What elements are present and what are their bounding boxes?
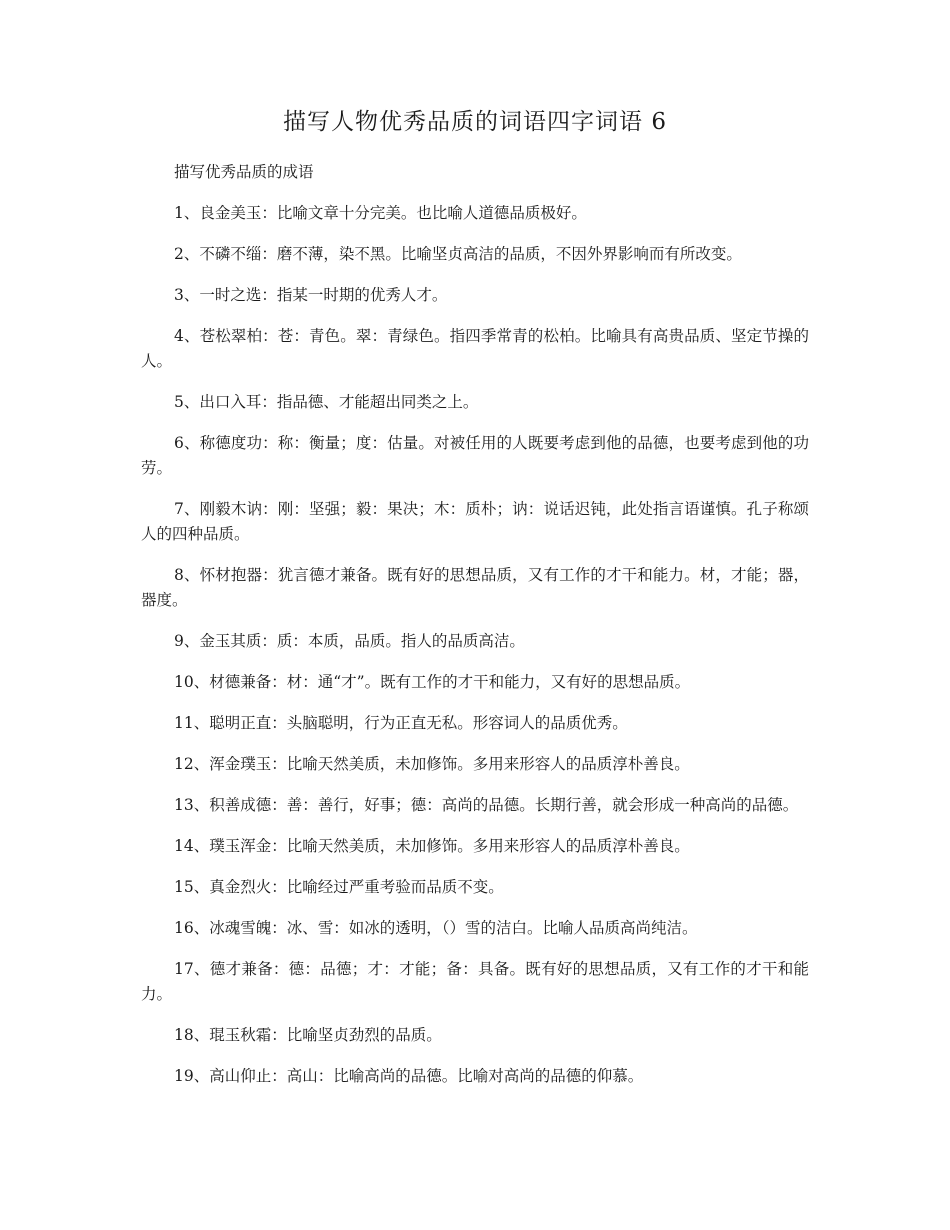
- entry-16: 16、冰魂雪魄：冰、雪：如冰的透明，（）雪的洁白。比喻人品质高尚纯洁。: [174, 919, 698, 937]
- entry-12: 12、浑金璞玉：比喻天然美质，未加修饰。多用来形容人的品质淳朴善良。: [174, 755, 690, 773]
- entry-14: 14、璞玉浑金：比喻天然美质，未加修饰。多用来形容人的品质淳朴善良。: [174, 837, 690, 855]
- entry-15: 15、真金烈火：比喻经过严重考验而品质不变。: [174, 878, 504, 896]
- section-subtitle: 描写优秀品质的成语: [174, 163, 314, 181]
- entry-4: 4、苍松翠柏：苍：青色。翠：青绿色。指四季常青的松柏。比喻具有高贵品质、坚定节操的人。: [141, 327, 809, 370]
- entry-1: 1、良金美玉：比喻文章十分完美。也比喻人道德品质极好。: [174, 204, 587, 222]
- entry-5: 5、出口入耳：指品德、才能超出同类之上。: [174, 393, 479, 411]
- document-title: 描写人物优秀品质的词语四字词语 6: [283, 109, 667, 135]
- entry-8: 8、怀材抱器：犹言德才兼备。既有好的思想品质，又有工作的才干和能力。材，才能；器，器度。: [141, 566, 809, 609]
- entry-19: 19、高山仰止：高山：比喻高尚的品德。比喻对高尚的品德的仰慕。: [174, 1067, 644, 1085]
- entry-13: 13、积善成德：善：善行，好事；德：高尚的品德。长期行善，就会形成一种高尚的品德。: [174, 796, 799, 814]
- entry-6: 6、称德度功：称：衡量；度：估量。对被任用的人既要考虑到他的品德，也要考虑到他的功劳。: [141, 434, 809, 477]
- entry-18: 18、琨玉秋霜：比喻坚贞劲烈的品质。: [174, 1026, 442, 1044]
- entry-7: 7、刚毅木讷：刚：坚强；毅：果决；木：质朴；讷：说话迟钝，此处指言语谨慎。孔子称颂人的四种品质。: [141, 500, 809, 543]
- entry-3: 3、一时之选：指某一时期的优秀人才。: [174, 286, 448, 304]
- document-body: [141, 160, 809, 1105]
- entry-11: 11、聪明正直：头脑聪明，行为正直无私。形容词人的品质优秀。: [174, 714, 628, 732]
- entry-17: 17、德才兼备：德：品德；才：才能；备：具备。既有好的思想品质，又有工作的才干和能力。: [141, 960, 809, 1003]
- entry-2: 2、不磷不缁：磨不薄，染不黑。比喻坚贞高洁的品质，不因外界影响而有所改变。: [174, 245, 742, 263]
- entry-10: 10、材德兼备：材：通“才”。既有工作的才干和能力，又有好的思想品质。: [174, 673, 691, 691]
- entry-9: 9、金玉其质：质：本质，品质。指人的品质高洁。: [174, 632, 525, 650]
